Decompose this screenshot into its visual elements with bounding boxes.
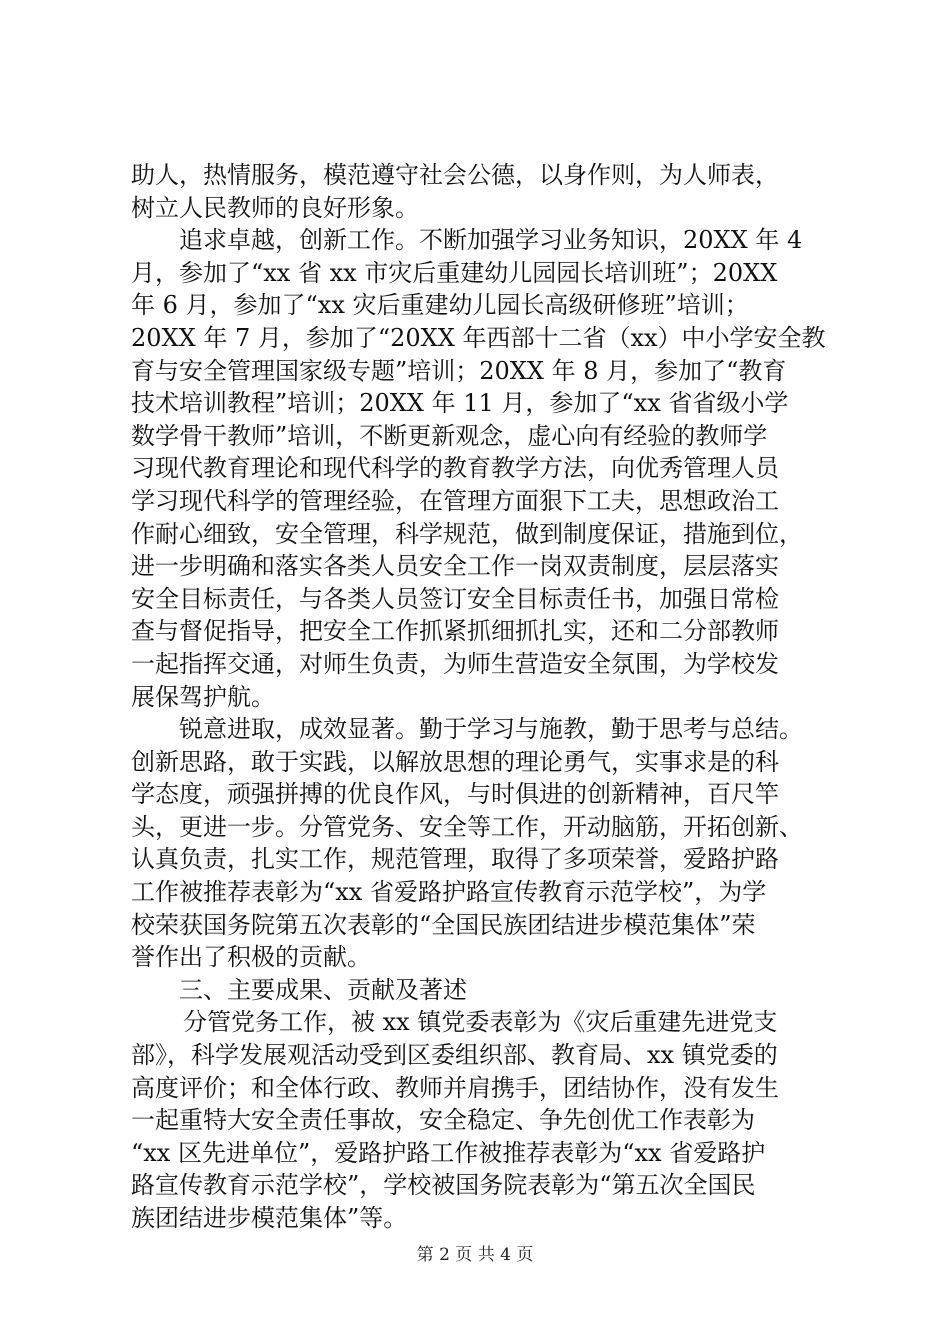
- text-line: 年 6 月，参加了“xx 灾后重建幼儿园长高级研修班”培训；: [131, 291, 749, 320]
- text-line: “xx 区先进单位”，爱路护路工作被推荐表彰为“xx 省爱路护: [131, 1138, 766, 1167]
- text-line: 认真负责，扎实工作，规范管理，取得了多项荣誉，爱路护路: [131, 845, 779, 874]
- text-line: 月，参加了“xx 省 xx 市灾后重建幼儿园园长培训班”；20XX: [131, 258, 778, 287]
- text-line: 树立人民教师的良好形象。: [131, 193, 419, 222]
- text-line: 数学骨干教师”培训，不断更新观念，虚心向有经验的教师学: [131, 421, 768, 450]
- text-line: 一起重特大安全责任事故，安全稳定、争先创优工作表彰为: [131, 1106, 755, 1135]
- text-line: 学态度，顽强拼搏的优良作风，与时俱进的创新精神，百尺竿: [131, 780, 779, 809]
- text-line: 部》，科学发展观活动受到区委组织部、教育局、xx 镇党委的: [131, 1041, 778, 1070]
- text-line: 进一步明确和落实各类人员安全工作一岗双责制度，层层落实: [131, 552, 779, 581]
- text-line: 安全目标责任，与各类人员签订安全目标责任书，加强日常检: [131, 584, 779, 613]
- paragraph-start-line: 追求卓越，创新工作。不断加强学习业务知识，20XX 年 4: [179, 226, 803, 255]
- text-line: 族团结进步模范集体”等。: [131, 1204, 408, 1232]
- text-line: 育与安全管理国家级专题”培训；20XX 年 8 月，参加了“教育: [131, 356, 787, 385]
- text-line: 一起指挥交通，对师生负责，为师生营造安全氛围，为学校发: [131, 649, 779, 678]
- text-line: 校荣获国务院第五次表彰的“全国民族团结进步模范集体”荣: [131, 910, 756, 939]
- text-line: 头，更进一步。分管党务、安全等工作，开动脑筋，开拓创新、: [131, 812, 803, 841]
- text-line: 习现代教育理论和现代科学的教育教学方法，向优秀管理人员: [131, 454, 779, 483]
- section-heading: 三、主要成果、贡献及著述: [179, 975, 467, 1004]
- text-line: 誉作出了积极的贡献。: [131, 943, 371, 972]
- text-line: 路宣传教育示范学校”，学校被国务院表彰为“第五次全国民: [131, 1171, 756, 1200]
- page-number-footer: 第 2 页 共 4 页: [416, 1245, 534, 1265]
- paragraph-start-line: 分管党务工作，被 xx 镇党委表彰为《灾后重建先进党支: [183, 1008, 778, 1037]
- text-line: 20XX 年 7 月，参加了“20XX 年西部十二省（xx）中小学安全教: [131, 323, 826, 352]
- text-line: 助人，热情服务，模范遵守社会公德，以身作则，为人师表，: [131, 161, 779, 189]
- text-line: 创新思路，敢于实践，以解放思想的理论勇气，实事求是的科: [131, 747, 779, 776]
- text-line: 高度评价；和全体行政、教师并肩携手，团结协作，没有发生: [131, 1073, 779, 1102]
- text-line: 技术培训教程”培训；20XX 年 11 月，参加了“xx 省省级小学: [131, 389, 789, 418]
- text-line: 学习现代科学的管理经验，在管理方面狠下工夫，思想政治工: [131, 486, 779, 515]
- paragraph-start-line: 锐意进取，成效显著。勤于学习与施教，勤于思考与总结。: [179, 715, 803, 744]
- text-line: 展保驾护航。: [131, 682, 275, 711]
- text-line: 查与督促指导，把安全工作抓紧抓细抓扎实，还和二分部教师: [131, 617, 779, 646]
- text-line: 作耐心细致，安全管理，科学规范，做到制度保证，措施到位，: [131, 519, 803, 548]
- document-body: [131, 159, 851, 1235]
- text-line: 工作被推荐表彰为“xx 省爱路护路宣传教育示范学校”，为学: [131, 878, 767, 907]
